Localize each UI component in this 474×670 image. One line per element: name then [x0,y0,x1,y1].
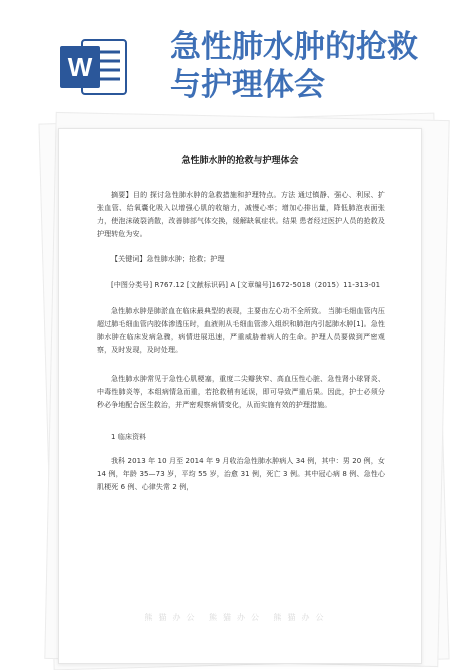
document-title: 急性肺水肿的抢救与护理体会 [181,156,299,166]
keywords-line: 【关键词】急性肺水肿；抢救；护理 [111,255,225,263]
word-icon-letter: W [67,52,93,82]
abstract-paragraph: 摘要】目的 探讨急性肺水肿的急救措施和护理特点。方法 通过镇静、强心、利尿、扩张血管、给氧囊化吸入以增强心肌的收缩力，减慢心率；增加心排出量，降低肺泡表面张力，使泡沫破裂消散，改善肺部气体交换，缓解缺氧症状。结果 患者经过医护人员的抢救及护理转危为安。 [97,191,385,238]
header-banner [0,0,474,112]
body-paragraph-2: 急性肺水肿常见于急性心肌梗塞，重度二尖瓣狭窄、高血压性心脏、急性肾小球肾炎、中毒性肺炎等，本组病情急而重，若抢救稍有延误，即可导致严重后果。因此，护士必须分秒必争地配合医生救治，并严密观察病情变化，从而实施有效的护理措施。 [97,375,385,409]
body-paragraph-1: 急性肺水肿是肺淤血在临床最典型的表现，主要由左心功不全所致。 当肺毛细血管内压超过肺毛细血管内胶体渗透压时，血液则从毛细血管渗入组织和肺泡内引起肺水肿[1]。急性肺水肿在临床发病急骤，病情进展迅速，严重威胁着病人的生命。护理人员要做到严密观察，及时发现，及时处理。 [97,307,385,354]
section-heading: 1 临床资料 [111,433,147,441]
word-icon [60,36,128,98]
page-title-line1: 急性肺水肿的抢救 [170,29,418,65]
document-page [58,128,422,664]
classification-line: [中图分类号] R767.12 [文献标识码] A [文章编号]1672-5018（2015）11-313-01 [111,281,381,289]
watermark-text: 熊猫办公 熊猫办公 熊猫办公 [144,613,330,622]
body-paragraph-3: 我科 2013 年 10 月至 2014 年 9 月收治急性肺水肿病人 34 例，其中：男 20 例，女 14 例，年龄 35—73 岁，平均 55 岁，治愈 31 例，死亡 3 例。其中冠心病 8 例、急性心肌梗死 6 例、心律失常 2 例， [97,457,385,491]
page-title [170,28,470,104]
page-title-line2: 与护理体会 [170,67,325,103]
